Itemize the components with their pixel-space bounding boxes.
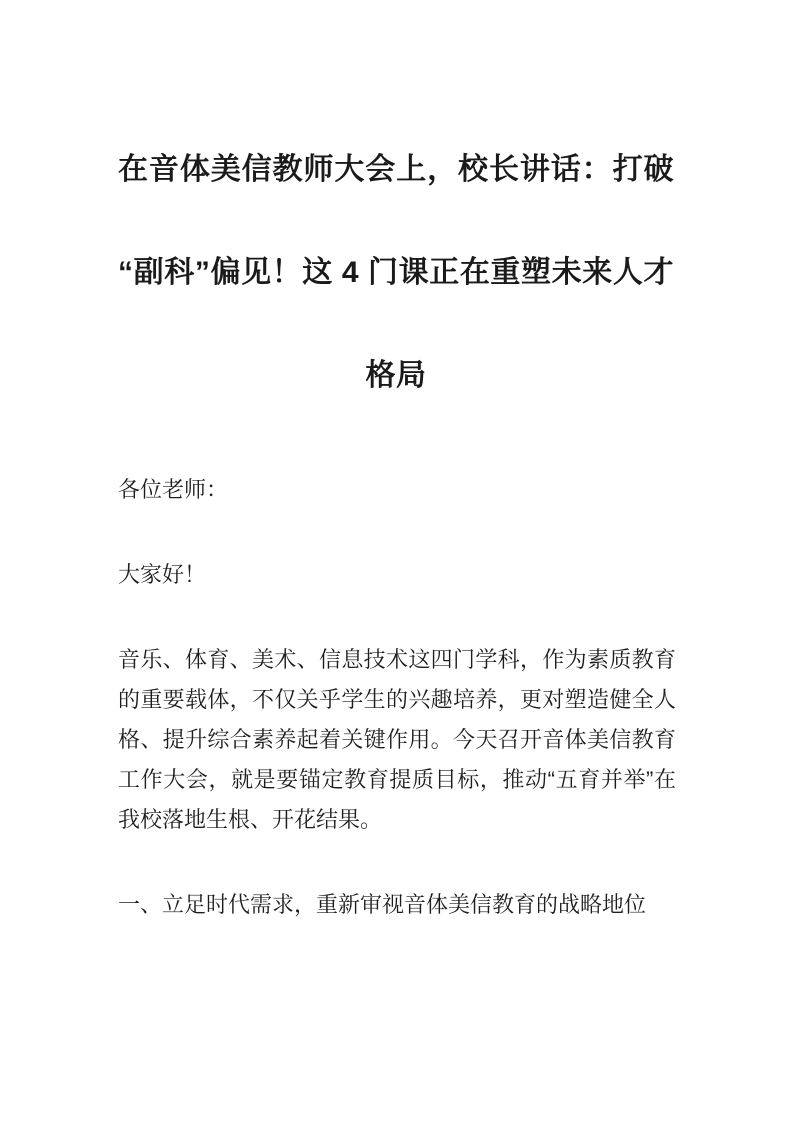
paragraph-line: 的重要载体，不仅关乎学生的兴趣培养，更对塑造健全人	[118, 687, 676, 712]
greeting: 大家好！	[118, 562, 207, 587]
salutation: 各位老师：	[118, 477, 229, 502]
title-line-1: 在音体美信教师大会上，校长讲话：打破	[118, 153, 674, 186]
document-title	[118, 118, 674, 427]
section-heading-1: 一、立足时代需求，重新审视音体美信教育的战略地位	[118, 892, 647, 917]
paragraph-line: 音乐、体育、美术、信息技术这四门学科，作为素质教育	[118, 647, 676, 672]
paragraph-line: 我校落地生根、开花结果。	[118, 807, 383, 832]
body-paragraph-1	[118, 640, 676, 840]
title-line-3: 格局	[365, 359, 427, 392]
document-body	[118, 470, 676, 925]
title-line-2: “副科”偏见！这 4 门课正在重塑未来人才	[118, 256, 674, 289]
paragraph-line: 工作大会，就是要锚定教育提质目标，推动“五育并举”在	[118, 767, 676, 792]
paragraph-line: 格、提升综合素养起着关键作用。今天召开音体美信教育	[118, 727, 676, 752]
